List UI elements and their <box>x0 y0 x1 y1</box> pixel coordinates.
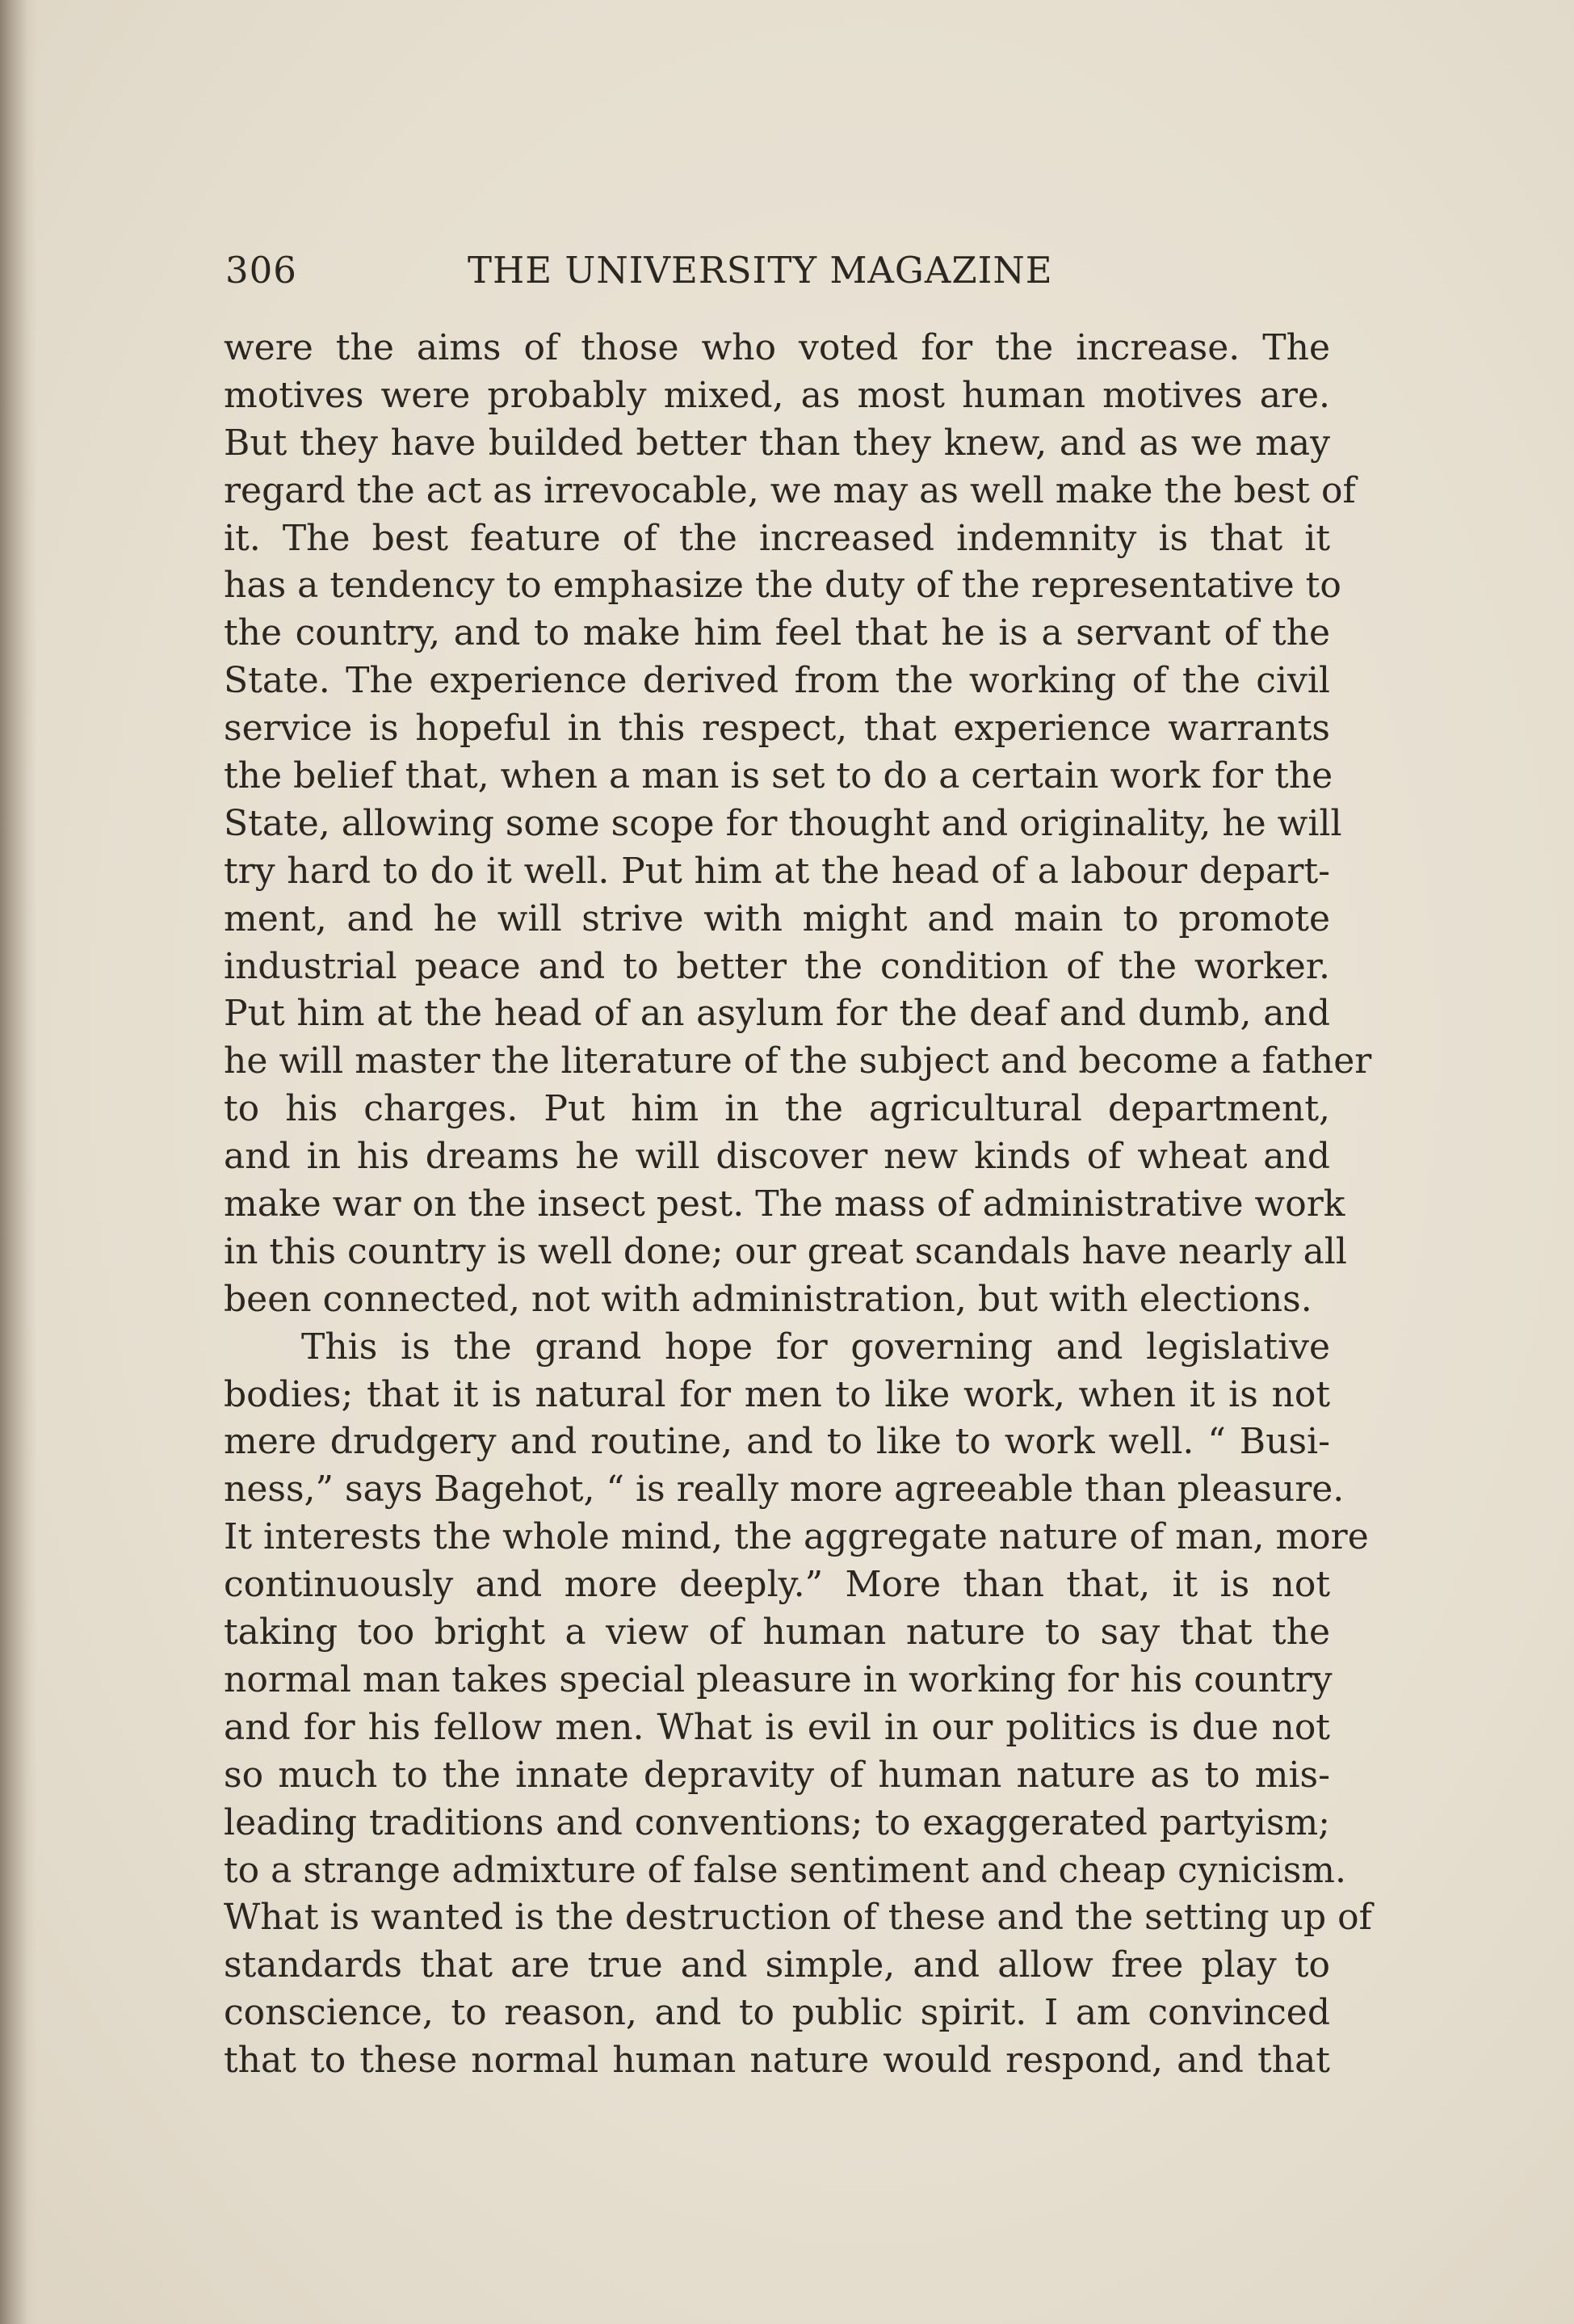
text-line: been connected, not with administration, but with elections. <box>224 1278 1312 1320</box>
text-line: Put him at the head of an asylum for the deaf and dumb, and <box>224 993 1330 1035</box>
text-line: service is hopeful in this respect, that experience warrants <box>224 708 1330 750</box>
text-line: conscience, to reason, and to public spirit. I am convinced <box>224 1992 1330 2034</box>
page-header <box>225 242 1328 299</box>
text-line: State, allowing some scope for thought and originality, he will <box>224 802 1342 844</box>
text-line: normal man takes special pleasure in working for his country <box>224 1658 1333 1700</box>
text-line: This is the grand hope for governing and legislative <box>301 1326 1330 1368</box>
text-line: taking too bright a view of human nature to say that the <box>224 1612 1330 1654</box>
text-line: were the aims of those who voted for the increase. The <box>224 327 1330 368</box>
text-line: in this country is well done; our great scandals have nearly all <box>224 1230 1347 1272</box>
text-line: the belief that, when a man is set to do a certain work for the <box>224 755 1333 797</box>
text-line: has a tendency to emphasize the duty of the representative to <box>224 565 1341 607</box>
binding-gutter-shadow <box>0 0 37 2324</box>
paragraph-2 <box>224 1324 1372 2085</box>
text-line: mere drudgery and routine, and to like to work well. “ Busi- <box>224 1421 1330 1463</box>
text-line: ment, and he will strive with might and main to promote <box>224 897 1330 939</box>
text-line: so much to the innate depravity of human nature as to mis- <box>224 1754 1330 1796</box>
text-line: to his charges. Put him in the agricultural department, <box>224 1088 1330 1130</box>
text-line: motives were probably mixed, as most human motives are. <box>224 374 1330 416</box>
text-line: continuously and more deeply.” More than that, it is not <box>224 1564 1330 1606</box>
text-line: to a strange admixture of false sentiment and cheap cynicism. <box>224 1849 1346 1891</box>
text-line: ness,” says Bagehot, “ is really more agreeable than pleasure. <box>224 1469 1345 1511</box>
text-line: make war on the insect pest. The mass of administrative work <box>224 1183 1345 1225</box>
text-line: that to these normal human nature would respond, and that <box>224 2040 1330 2082</box>
text-line: the country, and to make him feel that he is a servant of the <box>224 612 1330 654</box>
text-line: bodies; that it is natural for men to like work, when it is not <box>224 1373 1330 1415</box>
text-line: State. The experience derived from the working of the civil <box>224 660 1330 702</box>
text-line: But they have builded better than they knew, and as we may <box>224 422 1330 464</box>
text-line: leading traditions and conventions; to exaggerated partyism; <box>224 1801 1330 1843</box>
text-line: regard the act as irrevocable, we may as well make the best of <box>224 469 1356 511</box>
text-line: and for his fellow men. What is evil in our politics is due not <box>224 1706 1330 1748</box>
text-line: standards that are true and simple, and allow free play to <box>224 1944 1330 1986</box>
text-line: he will master the literature of the subject and become a father <box>224 1040 1372 1082</box>
text-line: and in his dreams he will discover new kinds of wheat and <box>224 1136 1330 1178</box>
running-title: THE UNIVERSITY MAGAZINE <box>468 249 1053 292</box>
text-line: try hard to do it well. Put him at the head of a labour depart- <box>224 850 1330 892</box>
text-line: industrial peace and to better the condition of the worker. <box>224 945 1330 987</box>
paragraph-1 <box>224 325 1372 1324</box>
body-text <box>224 325 1372 2085</box>
page-number: 306 <box>225 249 297 292</box>
text-line: What is wanted is the destruction of these and the setting up of <box>224 1897 1372 1939</box>
text-line: It interests the whole mind, the aggregate nature of man, more <box>224 1516 1369 1558</box>
text-line: it. The best feature of the increased indemnity is that it <box>224 517 1330 559</box>
